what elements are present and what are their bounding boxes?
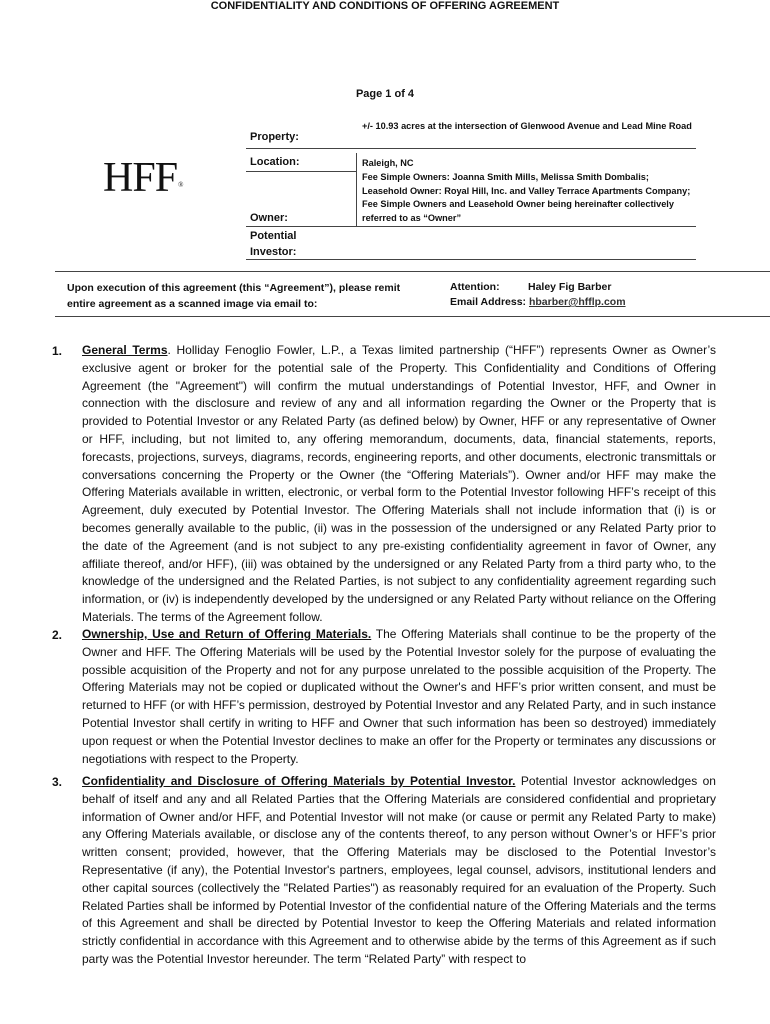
section-3-confidentiality — [82, 773, 716, 969]
location-label: Location: — [250, 156, 300, 168]
section-3-title: Confidentiality and Disclosure of Offering Materials by Potential Investor. — [82, 774, 516, 788]
submission-instructions: Upon execution of this agreement (this “Agreement”), please remit entire agreement as a scanned image via email to: — [67, 282, 401, 310]
section-2-body: The Offering Materials shall continue to be the property of the Owner and HFF. The Offering Materials will be used by the Potential Investor solely for the purpose of evaluating the possible acquisition of the Property and not for any purpose unrelated to the possible acquisition of the Property. The Offering Materials may not be copied or duplicated without the Owner's and HFF’s prior written consent, and must be returned to HFF (or with HFF’s permission, destroyed by Potential Investor and any Related Party, and in such instance Potential Investor shall certify in writing to HFF and Owner that such information has been so destroyed) immediately upon request or when the Potential Investor declines to make an offer for the Property or terminates any discussions or negotiations with respect to the Property. — [82, 627, 716, 766]
section-3-body: Potential Investor acknowledges on behalf of itself and any and all Related Parties that the Offering Materials are considered confidential and proprietary information of Owner and/or HFF, and Potential Investor will not make (or cause or permit any Related Party to make) any Offering Materials available, or disclose any of the contents thereof, to any person without Owner’s or HFF’s prior written consent; provided, however, that the Offering Materials may be disclosed to the Potential Investor’s Representative (if any), the Potential Investor's partners, employees, legal counsel, advisors, institutional lenders and other capital sources (collectively the "Related Parties") as reasonably required for an evaluation of the Property. Such Related Parties shall be informed by Potential Investor of the confidential nature of the Offering Materials and the terms of this Agreement and shall be directed by Potential Investor to keep the Offering Materials and related information strictly confidential in accordance with this Agreement and to otherwise abide by the terms of this Agreement as if such party was the Potential Investor hereunder. The term “Related Party” with respect to — [82, 774, 716, 966]
table-divider — [246, 226, 696, 227]
table-divider — [246, 148, 696, 149]
section-1-body: Holliday Fenoglio Fowler, L.P., a Texas limited partnership (“HFF”) represents Owner as Owner’s exclusive agent or broker for the potential sale of the Property. This Confidentiality and Conditions of Offering Agreement (the "Agreement") will confirm the mutual understandings of Potential Investor, HFF, and Owner in connection with the disclosure and review of any and all information regarding the Owner or the Property that is provided to Potential Investor or any Related Party (as defined below) by Owner, HFF or any representative of Owner or HFF, including, but not limited to, any offering memorandum, documents, data, financial statements, reports, forecasts, projections, surveys, diagrams, records, engineering reports, and other documents, electronic transmittals or conversations concerning the Property or the Owner (the “Offering Materials”). Owner and/or HFF may make the Offering Materials available in written, electronic, or verbal form to the Potential Investor following HFF’s receipt of this Agreement, duly executed by Potential Investor. The Offering Materials shall not include information that (i) is or becomes generally available to the public, (ii) was in the possession of the undersigned or any Related Party prior to the date of the Agreement (and is not subject to any pre-existing confidentiality agreement in favor of Owner, any affiliate thereof, and/or HFF), (iii) was obtained by the undersigned or any Related Party from a third party who, to the knowledge of the undersigned and the Related Parties, is not subject to any confidentiality agreement regarding such information, or (iv) is independently developed by the undersigned or any Related Party without reliance on the Offering Materials. The terms of the Agreement follow. — [82, 343, 716, 624]
document-title: CONFIDENTIALITY AND CONDITIONS OF OFFERING AGREEMENT — [210, 0, 560, 12]
section-1-title: General Terms — [82, 343, 168, 357]
section-2-ownership — [82, 626, 716, 768]
table-divider — [246, 171, 356, 172]
submission-box-top — [55, 271, 770, 272]
table-divider — [246, 259, 696, 260]
section-2-title: Ownership, Use and Return of Offering Materials. — [82, 627, 372, 641]
logo-text: HFF — [103, 155, 178, 201]
location-value: Raleigh, NC — [362, 158, 414, 168]
potential-investor-value[interactable] — [362, 232, 692, 258]
email-link[interactable]: hbarber@hfflp.com — [528, 296, 626, 308]
owner-label: Owner: — [250, 212, 288, 224]
email-address-row — [450, 294, 626, 310]
table-divider — [356, 153, 357, 226]
email-label: Email Address: — [450, 296, 527, 308]
section-1-lead: . — [167, 343, 177, 357]
property-value: +/- 10.93 acres at the intersection of Glenwood Avenue and Lead Mine Road — [362, 121, 692, 131]
section-3-number: 3. — [52, 775, 63, 789]
potential-investor-label: Potential Investor: — [250, 230, 297, 258]
owner-value: Fee Simple Owners: Joanna Smith Mills, Melissa Smith Dombalis; Leasehold Owner: Royal Hill, Inc. and Valley Terrace Apartments Company; Fee Simple Owners and Leasehold Owner being hereinafter collectively referred to as “Owner” — [362, 172, 691, 223]
hff-logo — [103, 157, 182, 199]
section-1-number: 1. — [52, 344, 63, 358]
attention-value: Haley Fig Barber — [528, 281, 612, 293]
attention-label: Attention: — [450, 281, 500, 293]
page-number: Page 1 of 4 — [355, 88, 415, 100]
registered-mark: ® — [178, 181, 184, 189]
section-2-number: 2. — [52, 628, 63, 642]
section-1-general-terms — [82, 342, 716, 627]
property-label: Property: — [250, 131, 299, 143]
submission-box-bottom — [55, 316, 770, 317]
